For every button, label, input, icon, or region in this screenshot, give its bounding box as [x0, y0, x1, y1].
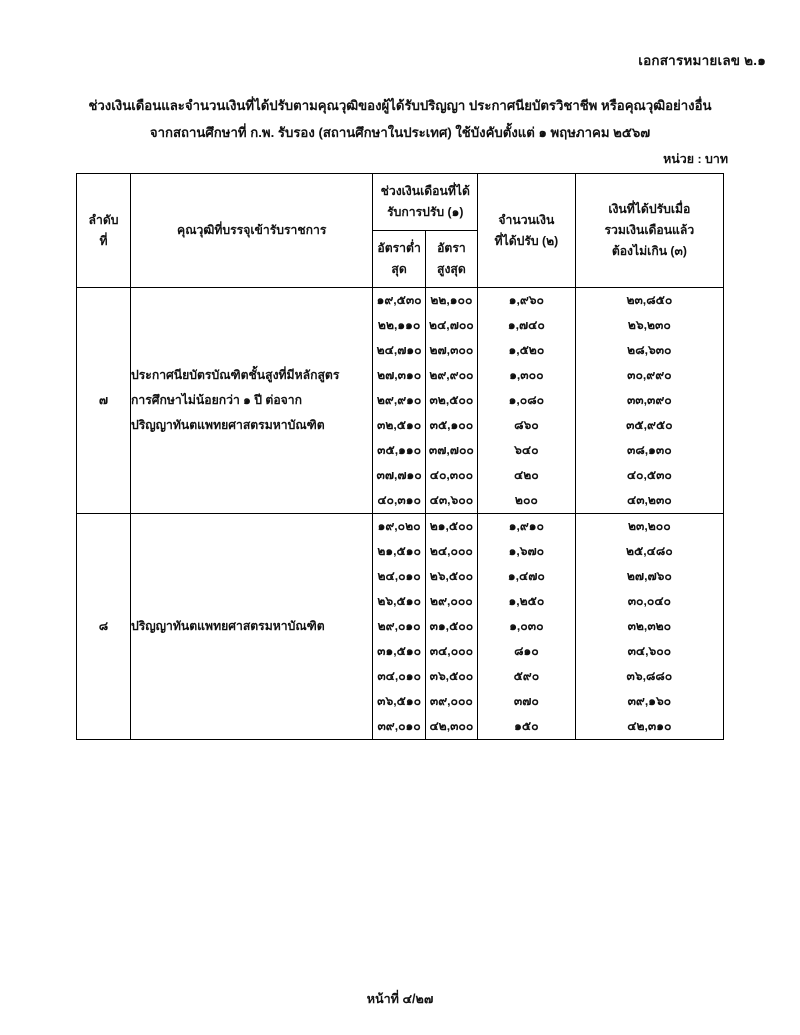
value-cell: ๒๓,๘๕๐ [626, 293, 673, 307]
value-cell: ๘๑๐ [514, 644, 539, 658]
value-cell: ๑๙,๐๒๐ [377, 519, 421, 533]
value-cell: ๒๙,๐๐๐ [430, 594, 473, 608]
title-line-2: จากสถานศึกษาที่ ก.พ. รับรอง (สถานศึกษาในประเทศ) ใช้บังคับตั้งแต่ ๑ พฤษภาคม ๒๕๖๗ [149, 125, 651, 140]
value-cell: ๕๙๐ [513, 669, 540, 683]
header-adjust-amount [478, 174, 576, 288]
value-cell: ๓๔,๐๐๐ [429, 644, 474, 658]
value-cell: ๒๗,๗๖๐ [626, 569, 672, 583]
value-cell: ๓๐,๙๙๐ [627, 368, 672, 382]
page-footer: หน้าที่ ๔/๒๗ [366, 992, 434, 1006]
value-cell: ๓๙,๐๑๐ [377, 719, 421, 733]
table-row [77, 514, 724, 740]
table-body [77, 288, 724, 740]
header-max-rate [425, 231, 477, 288]
header-salary-range-label: ช่วงเงินเดือนที่ได้รับการปรับ (๑) [380, 184, 470, 219]
value-cell: ๓๖,๕๑๐ [377, 694, 422, 708]
value-cell: ๒๔,๐๑๐ [377, 569, 421, 583]
header-max-rate-label: อัตราสูงสุด [437, 241, 466, 276]
header-qualification [131, 174, 373, 288]
table-head [77, 174, 724, 288]
value-cell: ๒๓,๒๐๐ [628, 519, 671, 533]
value-cell: ๑,๐๓๐ [509, 619, 544, 633]
table-header-row-1 [77, 174, 724, 231]
value-cell: ๒๖,๒๓๐ [627, 318, 671, 332]
value-cell: ๔๒,๓๐๐ [429, 719, 474, 733]
value-cell: ๓๔,๐๑๐ [377, 669, 421, 683]
value-cell: ๒๖,๕๐๐ [429, 569, 474, 583]
document-reference: เอกสารหมายเลข ๒.๑ [638, 53, 766, 68]
value-cell: ๓๑,๕๑๐ [377, 644, 422, 658]
value-cell: ๒๙,๙๑๐ [376, 393, 422, 407]
header-qualification-label: คุณวุฒิที่บรรจุเข้ารับราชการ [177, 223, 327, 237]
cell-min-rate-list [373, 514, 425, 740]
value-cell: ๒๑,๕๑๐ [377, 544, 421, 558]
value-cell: ๓๐,๐๔๐ [627, 594, 671, 608]
value-cell: ๒๗,๓๑๐ [377, 368, 422, 382]
table-row [77, 288, 724, 514]
header-sequence-line-1: ลำดับ [88, 212, 119, 227]
cell-max-rate-list [425, 514, 477, 740]
value-cell: ๓๕,๑๐๐ [429, 418, 474, 432]
document-title [0, 92, 800, 146]
value-cell: ๒๘,๖๓๐ [627, 343, 672, 357]
cell-total-cap-list [575, 288, 723, 514]
value-cell: ๒๕,๔๘๐ [625, 544, 673, 558]
value-cell: ๑,๗๔๐ [507, 318, 545, 332]
value-cell: ๒๔,๗๐๐ [429, 318, 474, 332]
value-cell: ๖๔๐ [514, 443, 539, 457]
qualification-line: ประกาศนียบัตรบัณฑิตชั้นสูงที่มีหลักสูตร [131, 368, 340, 382]
value-cell: ๑,๙๑๐ [508, 519, 544, 533]
value-cell: ๑๙,๕๓๐ [376, 293, 422, 307]
value-cell: ๒๑,๕๐๐ [429, 519, 474, 533]
value-cell: ๔๓,๒๓๐ [626, 493, 672, 507]
value-cell: ๒๒,๑๐๐ [430, 293, 473, 307]
value-cell: ๓๖,๕๐๐ [429, 669, 474, 683]
value-cell: ๒๒,๑๑๐ [377, 318, 421, 332]
value-cell: ๔๓,๖๐๐ [429, 493, 474, 507]
unit-note: หน่วย : บาท [663, 152, 728, 166]
cell-qualification [131, 514, 373, 740]
value-cell: ๒๙,๐๑๐ [377, 619, 421, 633]
value-cell: ๓๙,๑๖๐ [627, 694, 672, 708]
value-cell: ๓๒,๓๒๐ [627, 619, 672, 633]
value-cell: ๓๕,๙๕๐ [626, 418, 673, 432]
value-cell: ๑,๖๗๐ [508, 544, 545, 558]
header-sequence-no [77, 174, 131, 288]
value-cell: ๔๐,๕๓๐ [626, 468, 672, 482]
cell-max-rate-list [425, 288, 477, 514]
value-cell: ๑,๔๗๐ [507, 569, 545, 583]
header-amount-line-1: จำนวนเงิน [498, 212, 555, 227]
value-cell: ๘๖๐ [514, 418, 539, 432]
value-cell: ๔๒,๓๑๐ [627, 719, 672, 733]
value-cell: ๒๔,๐๐๐ [429, 544, 473, 558]
value-cell: ๔๐,๓๑๐ [377, 493, 421, 507]
header-total-line-1: เงินที่ได้ปรับเมื่อ [608, 202, 691, 216]
qualification-line: ปริญญาทันตแพทยศาสตรมหาบัณฑิต [131, 619, 325, 633]
title-line-1: ช่วงเงินเดือนและจำนวนเงินที่ได้ปรับตามคุณวุฒิของผู้ได้รับปริญญา ประกาศนียบัตรวิชาชีพ หรือคุณวุฒิอย่างอื่น [88, 98, 712, 113]
value-cell: ๒๙,๙๐๐ [429, 368, 474, 382]
value-cell: ๓๙,๐๐๐ [429, 694, 473, 708]
header-total-line-2: รวมเงินเดือนแล้ว [604, 223, 695, 237]
value-cell: ๓๖,๘๘๐ [626, 669, 673, 683]
header-total-line-3: ต้องไม่เกิน (๓) [611, 244, 687, 258]
value-cell: ๓๒,๕๐๐ [429, 393, 474, 407]
value-cell: ๑,๐๘๐ [508, 393, 545, 407]
cell-sequence-no: ๘ [77, 514, 131, 740]
salary-adjustment-table [76, 173, 724, 740]
cell-adjust-amount-list [478, 288, 576, 514]
value-cell: ๒๖,๕๑๐ [377, 594, 421, 608]
header-total-cap [575, 174, 723, 288]
value-cell: ๓๘,๑๓๐ [627, 443, 672, 457]
value-cell: ๒๐๐ [514, 493, 538, 507]
value-cell: ๒๗,๓๐๐ [429, 343, 474, 357]
value-cell: ๓๓,๓๙๐ [626, 393, 672, 407]
qualification-line: การศึกษาไม่น้อยกว่า ๑ ปี ต่อจาก [131, 393, 303, 407]
value-cell: ๔๐,๓๐๐ [429, 468, 474, 482]
cell-adjust-amount-list [478, 514, 576, 740]
cell-min-rate-list [373, 288, 425, 514]
value-cell: ๓๑,๕๐๐ [429, 619, 474, 633]
cell-total-cap-list [575, 514, 723, 740]
value-cell: ๑,๓๐๐ [509, 368, 544, 382]
value-cell: ๓๗๐ [513, 694, 539, 708]
header-salary-range-group [373, 174, 478, 231]
value-cell: ๑,๙๖๐ [508, 293, 544, 307]
header-sequence-line-2: ที่ [99, 233, 108, 248]
cell-qualification [131, 288, 373, 514]
value-cell: ๑,๒๕๐ [508, 594, 545, 608]
value-cell: ๑๕๐ [514, 719, 539, 733]
value-cell: ๒๔,๗๑๐ [376, 343, 422, 357]
header-min-rate [373, 231, 425, 288]
value-cell: ๓๗,๗๑๐ [376, 468, 422, 482]
value-cell: ๑,๕๒๐ [508, 343, 545, 357]
value-cell: ๓๔,๖๐๐ [627, 644, 672, 658]
value-cell: ๔๒๐ [514, 468, 539, 482]
cell-sequence-no: ๗ [77, 288, 131, 514]
value-cell: ๓๗,๗๐๐ [428, 443, 474, 457]
value-cell: ๓๕,๑๑๐ [377, 443, 422, 457]
value-cell: ๓๒,๕๑๐ [377, 418, 422, 432]
qualification-line: ปริญญาทันตแพทยศาสตรมหาบัณฑิต [131, 418, 325, 432]
header-amount-line-2: ที่ได้ปรับ (๒) [494, 233, 559, 248]
header-min-rate-label: อัตราต่ำสุด [377, 241, 421, 276]
